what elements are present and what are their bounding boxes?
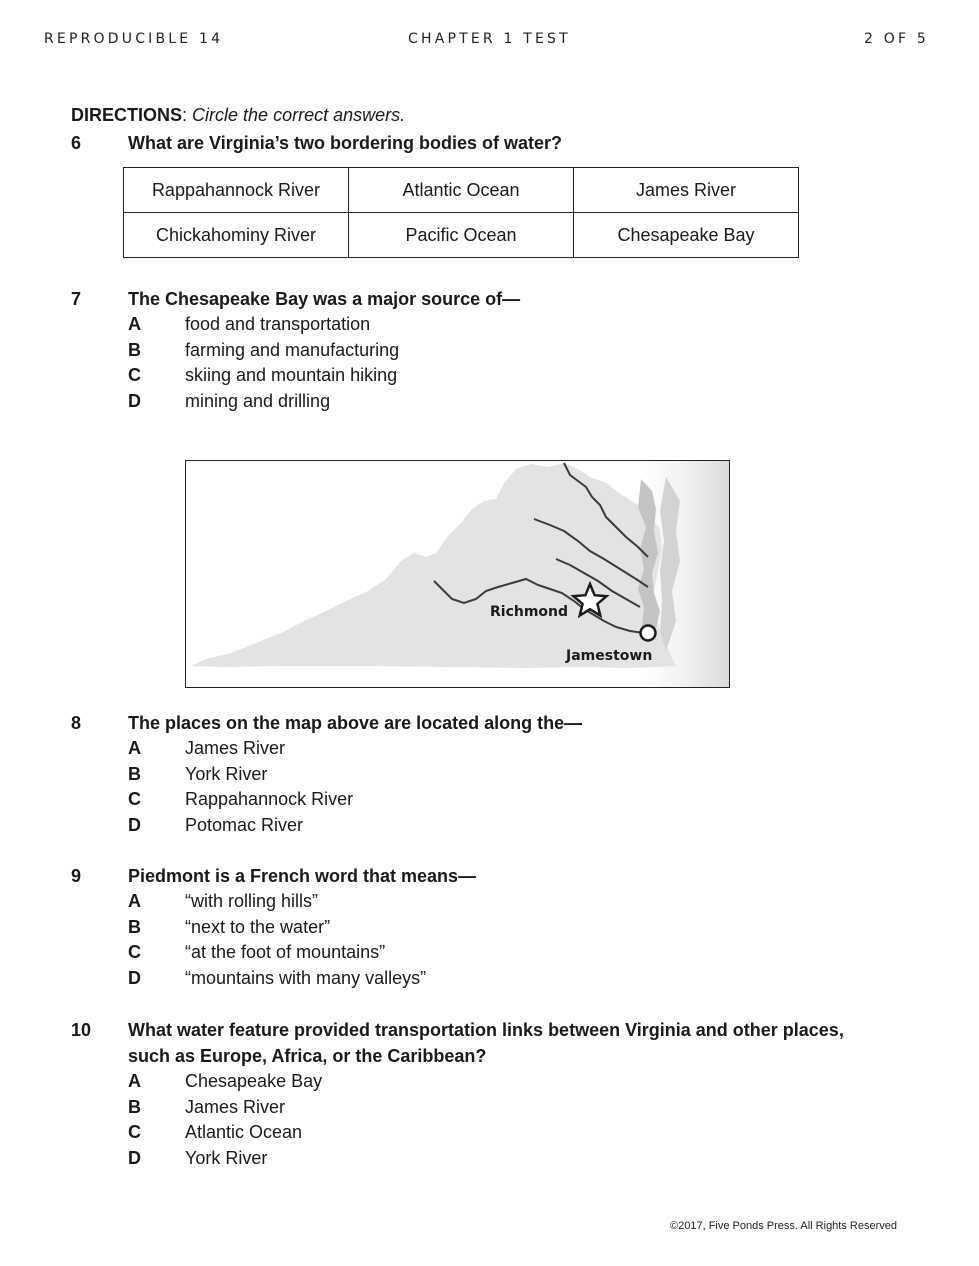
choice-cell[interactable]: James River: [574, 168, 799, 213]
option-letter: B: [128, 763, 141, 784]
answer-option[interactable]: [71, 1120, 871, 1146]
table-row: [124, 213, 799, 258]
header-reproducible-label: REPRODUCIBLE 14: [44, 31, 224, 47]
choice-cell[interactable]: Chesapeake Bay: [574, 213, 799, 258]
answer-option[interactable]: [71, 389, 871, 415]
answer-option[interactable]: [71, 813, 871, 839]
choice-cell[interactable]: Chickahominy River: [124, 213, 349, 258]
answer-option[interactable]: [71, 1095, 871, 1121]
option-letter: A: [128, 1071, 141, 1091]
answer-option[interactable]: [71, 915, 871, 941]
question-text: What water feature provided transportation links between Virginia and other places, such as Europe, Africa, or the Caribbean?: [128, 1020, 844, 1066]
option-text: Potomac River: [185, 814, 304, 835]
option-letter: C: [128, 942, 141, 963]
question-6: [71, 130, 871, 156]
question-10: [71, 1017, 871, 1171]
directions-text: Circle the correct answers.: [192, 105, 406, 125]
option-letter: D: [128, 814, 141, 835]
answer-option[interactable]: [71, 1146, 871, 1172]
question-text: The places on the map above are located along the—: [128, 713, 583, 733]
question-number: 8: [71, 713, 82, 733]
option-letter: D: [128, 967, 141, 988]
option-letter: C: [128, 789, 141, 810]
directions-colon: :: [182, 105, 188, 125]
option-letter: B: [128, 916, 141, 937]
option-text: “mountains with many valleys”: [185, 967, 427, 988]
question-text: What are Virginia’s two bordering bodies of water?: [128, 133, 563, 153]
copyright-footer: ©2017, Five Ponds Press. All Rights Reserved: [670, 1220, 897, 1232]
option-letter: C: [128, 1122, 141, 1143]
option-text: “next to the water”: [185, 916, 331, 937]
question-9: [71, 863, 871, 991]
header-chapter-title: CHAPTER 1 TEST: [408, 31, 571, 47]
question-8: [71, 710, 871, 838]
virginia-map: [185, 460, 730, 688]
directions-label: DIRECTIONS: [71, 105, 183, 125]
option-text: skiing and mountain hiking: [185, 365, 398, 386]
answer-option[interactable]: [71, 736, 871, 762]
option-text: food and transportation: [185, 314, 371, 334]
answer-option[interactable]: [71, 787, 871, 813]
option-letter: A: [128, 891, 141, 911]
question-text: Piedmont is a French word that means—: [128, 866, 477, 886]
option-text: Rappahannock River: [185, 789, 354, 810]
virginia-land-shape: [191, 463, 676, 668]
choice-cell[interactable]: Rappahannock River: [124, 168, 349, 213]
option-letter: D: [128, 390, 141, 411]
option-text: York River: [185, 1147, 268, 1168]
question-number: 6: [71, 133, 82, 153]
directions: [71, 105, 405, 126]
option-text: farming and manufacturing: [185, 339, 400, 360]
option-text: “at the foot of mountains”: [185, 942, 386, 963]
option-letter: D: [128, 1147, 141, 1168]
answer-option[interactable]: [71, 966, 871, 992]
option-text: mining and drilling: [185, 390, 331, 411]
answer-option[interactable]: [71, 312, 871, 338]
answer-option[interactable]: [71, 338, 871, 364]
jamestown-label: Jamestown: [566, 648, 653, 664]
table-row: [124, 168, 799, 213]
jamestown-circle-icon: [641, 626, 656, 641]
choice-cell[interactable]: Atlantic Ocean: [349, 168, 574, 213]
option-letter: B: [128, 1096, 141, 1117]
option-text: Chesapeake Bay: [185, 1071, 323, 1091]
richmond-label: Richmond: [490, 604, 569, 620]
option-text: “with rolling hills”: [185, 891, 319, 911]
question-number: 7: [71, 289, 82, 309]
answer-option[interactable]: [71, 940, 871, 966]
virginia-map-svg: [186, 461, 730, 688]
answer-option[interactable]: [71, 889, 871, 915]
option-text: James River: [185, 738, 286, 758]
answer-option[interactable]: [71, 1069, 871, 1095]
answer-choices-table: [123, 167, 799, 258]
option-text: York River: [185, 763, 268, 784]
question-number: 9: [71, 866, 82, 886]
answer-option[interactable]: [71, 363, 871, 389]
question-number: 10: [71, 1020, 92, 1040]
choice-cell[interactable]: Pacific Ocean: [349, 213, 574, 258]
option-letter: A: [128, 738, 141, 758]
option-letter: A: [128, 314, 141, 334]
option-letter: B: [128, 339, 141, 360]
option-text: Atlantic Ocean: [185, 1122, 303, 1143]
question-7: [71, 286, 871, 414]
option-text: James River: [185, 1096, 286, 1117]
header-page-number: 2 OF 5: [864, 31, 929, 47]
question-text: The Chesapeake Bay was a major source of—: [128, 289, 521, 309]
answer-option[interactable]: [71, 762, 871, 788]
option-letter: C: [128, 365, 141, 386]
